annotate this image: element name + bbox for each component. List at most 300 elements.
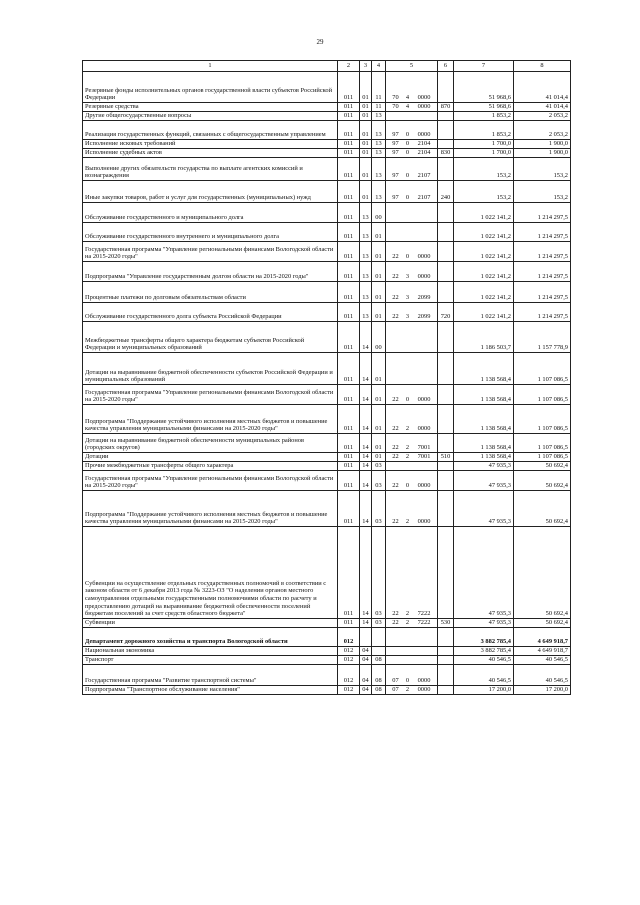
cell-target-article	[386, 322, 438, 353]
cell-admin-code: 011	[338, 103, 360, 112]
cell-amount-year2: 1 107 086,5	[514, 385, 571, 405]
cell-target-article	[386, 527, 438, 619]
cell-subsection: 03	[372, 491, 386, 527]
cell-target-article	[386, 262, 438, 282]
cell-name: Обслуживание государственного долга субъекта Российской Федерации	[83, 303, 338, 322]
cell-section	[360, 628, 372, 647]
cell-subsection: 01	[372, 262, 386, 282]
subprogram-code: 2	[405, 453, 410, 461]
page-number: 29	[316, 38, 324, 46]
subprogram-code: 0	[405, 131, 410, 139]
subprogram-code: 3	[405, 294, 410, 302]
cell-amount-year2: 41 014,4	[514, 103, 571, 112]
cell-amount-year1: 47 935,3	[454, 462, 514, 471]
header-col-4: 4	[372, 61, 386, 72]
cell-target-article	[386, 121, 438, 140]
cell-amount-year2: 2 053,2	[514, 112, 571, 121]
cell-section: 14	[360, 353, 372, 385]
header-col-8: 8	[514, 61, 571, 72]
direction-code: 0000	[417, 425, 431, 433]
cell-name: Подпрограмма "Поддержание устойчивого исполнения местных бюджетов и повышение качества управления муниципальными финансами на 2015-2020 годы"	[83, 405, 338, 434]
cell-subsection: 01	[372, 242, 386, 262]
cell-amount-year2: 50 692,4	[514, 527, 571, 619]
header-col-2: 2	[338, 61, 360, 72]
cell-subsection: 08	[372, 665, 386, 686]
direction-code: 2107	[417, 172, 431, 180]
cell-amount-year2: 1 214 297,5	[514, 303, 571, 322]
cell-amount-year1: 1 022 141,2	[454, 223, 514, 242]
cell-amount-year2: 4 649 918,7	[514, 628, 571, 647]
direction-code: 0000	[417, 396, 431, 404]
table-row	[83, 405, 571, 434]
direction-code: 2099	[417, 294, 431, 302]
table-row	[83, 353, 571, 385]
table-row	[83, 223, 571, 242]
cell-amount-year1: 3 882 785,4	[454, 628, 514, 647]
cell-target-article	[386, 385, 438, 405]
cell-name: Подпрограмма "Управление государственным долгом области на 2015-2020 годы"	[83, 262, 338, 282]
cell-subsection: 11	[372, 72, 386, 103]
cell-section: 14	[360, 405, 372, 434]
program-code: 97	[392, 131, 399, 139]
cell-name: Национальная экономика	[83, 647, 338, 656]
direction-code: 0000	[417, 273, 431, 281]
cell-admin-code: 011	[338, 322, 360, 353]
cell-name: Выполнение других обязательств государства по выплате агентских комиссий и вознаграждения	[83, 158, 338, 181]
table-row	[83, 181, 571, 203]
header-col-3: 3	[360, 61, 372, 72]
direction-code: 0000	[417, 482, 431, 490]
cell-amount-year1: 1 700,0	[454, 149, 514, 158]
table-row	[83, 527, 571, 619]
cell-admin-code: 011	[338, 385, 360, 405]
program-code: 22	[392, 453, 399, 461]
program-code: 22	[392, 313, 399, 321]
table-row	[83, 656, 571, 665]
cell-admin-code: 011	[338, 262, 360, 282]
cell-admin-code: 011	[338, 453, 360, 462]
cell-amount-year2: 1 107 086,5	[514, 405, 571, 434]
direction-code: 7222	[417, 610, 431, 618]
subprogram-code: 2	[405, 444, 410, 452]
cell-section: 04	[360, 656, 372, 665]
cell-amount-year1: 1 022 141,2	[454, 303, 514, 322]
cell-amount-year1: 1 853,2	[454, 121, 514, 140]
cell-expense-type	[438, 242, 454, 262]
cell-expense-type: 240	[438, 181, 454, 203]
table-row	[83, 322, 571, 353]
program-code: 22	[392, 518, 399, 526]
program-code: 22	[392, 253, 399, 261]
cell-amount-year2: 1 900,0	[514, 140, 571, 149]
cell-section: 14	[360, 527, 372, 619]
cell-target-article	[386, 453, 438, 462]
cell-expense-type	[438, 282, 454, 303]
program-code: 97	[392, 194, 399, 202]
cell-expense-type	[438, 471, 454, 491]
cell-expense-type	[438, 647, 454, 656]
cell-name: Процентные платежи по долговым обязательствам области	[83, 282, 338, 303]
subprogram-code: 2	[405, 619, 410, 627]
program-code: 22	[392, 619, 399, 627]
cell-amount-year2: 17 200,0	[514, 686, 571, 695]
cell-section: 01	[360, 181, 372, 203]
cell-subsection: 00	[372, 203, 386, 223]
cell-section: 04	[360, 686, 372, 695]
cell-expense-type: 510	[438, 453, 454, 462]
subprogram-code: 0	[405, 482, 410, 490]
program-code: 22	[392, 444, 399, 452]
table-row	[83, 140, 571, 149]
cell-section: 14	[360, 491, 372, 527]
direction-code: 7001	[417, 453, 431, 461]
cell-section: 01	[360, 72, 372, 103]
cell-section: 13	[360, 203, 372, 223]
cell-expense-type	[438, 322, 454, 353]
table-row	[83, 628, 571, 647]
table-row	[83, 262, 571, 282]
cell-section: 14	[360, 619, 372, 628]
cell-admin-code: 011	[338, 203, 360, 223]
cell-name: Другие общегосударственные вопросы	[83, 112, 338, 121]
cell-admin-code: 012	[338, 665, 360, 686]
cell-expense-type	[438, 140, 454, 149]
header-row	[83, 61, 571, 72]
table-row	[83, 385, 571, 405]
subprogram-code: 0	[405, 396, 410, 404]
cell-amount-year1: 47 935,3	[454, 471, 514, 491]
direction-code: 2104	[417, 149, 431, 157]
cell-admin-code: 011	[338, 619, 360, 628]
subprogram-code: 3	[405, 273, 410, 281]
cell-section: 14	[360, 385, 372, 405]
cell-target-article	[386, 656, 438, 665]
cell-amount-year1: 1 138 568,4	[454, 353, 514, 385]
subprogram-code: 2	[405, 610, 410, 618]
header-col-6: 6	[438, 61, 454, 72]
cell-subsection	[372, 628, 386, 647]
budget-table	[82, 60, 571, 695]
cell-target-article	[386, 628, 438, 647]
cell-section: 14	[360, 434, 372, 453]
cell-expense-type	[438, 491, 454, 527]
subprogram-code: 0	[405, 172, 410, 180]
cell-name: Государственная программа "Управление региональными финансами Вологодской области на 2015-2020 годы"	[83, 242, 338, 262]
cell-subsection: 03	[372, 527, 386, 619]
cell-name: Подпрограмма "Транспортное обслуживание населения"	[83, 686, 338, 695]
cell-amount-year2: 50 692,4	[514, 471, 571, 491]
cell-name: Межбюджетные трансферты общего характера бюджетам субъектов Российской Федерации и муниципальных образований	[83, 322, 338, 353]
direction-code: 0000	[417, 686, 431, 694]
cell-target-article	[386, 242, 438, 262]
cell-admin-code: 011	[338, 303, 360, 322]
cell-expense-type	[438, 72, 454, 103]
cell-section: 01	[360, 121, 372, 140]
cell-expense-type	[438, 405, 454, 434]
cell-amount-year2: 50 692,4	[514, 462, 571, 471]
cell-subsection: 13	[372, 149, 386, 158]
cell-amount-year1: 51 968,6	[454, 103, 514, 112]
table-row	[83, 491, 571, 527]
table-row	[83, 112, 571, 121]
table-row	[83, 686, 571, 695]
program-code: 97	[392, 140, 399, 148]
cell-amount-year2: 1 214 297,5	[514, 262, 571, 282]
table-row	[83, 434, 571, 453]
cell-target-article	[386, 619, 438, 628]
cell-amount-year1: 153,2	[454, 158, 514, 181]
table-row	[83, 471, 571, 491]
cell-expense-type	[438, 158, 454, 181]
cell-name: Департамент дорожного хозяйства и транспорта Вологодской области	[83, 628, 338, 647]
cell-subsection: 13	[372, 158, 386, 181]
cell-admin-code: 011	[338, 353, 360, 385]
cell-target-article	[386, 665, 438, 686]
subprogram-code: 0	[405, 140, 410, 148]
direction-code: 0000	[417, 518, 431, 526]
cell-section: 13	[360, 282, 372, 303]
subprogram-code: 4	[405, 94, 410, 102]
cell-section: 01	[360, 158, 372, 181]
cell-expense-type	[438, 121, 454, 140]
cell-amount-year1: 1 022 141,2	[454, 242, 514, 262]
cell-amount-year1: 47 935,3	[454, 619, 514, 628]
cell-amount-year1: 1 138 568,4	[454, 405, 514, 434]
cell-subsection: 01	[372, 353, 386, 385]
program-code: 07	[392, 677, 399, 685]
cell-amount-year2: 50 692,4	[514, 491, 571, 527]
cell-expense-type: 870	[438, 103, 454, 112]
cell-name: Государственная программа "Управление региональными финансами Вологодской области на 2015-2020 годы"	[83, 385, 338, 405]
cell-admin-code: 011	[338, 112, 360, 121]
table-row	[83, 203, 571, 223]
cell-target-article	[386, 103, 438, 112]
cell-section: 01	[360, 112, 372, 121]
cell-target-article	[386, 471, 438, 491]
cell-name: Государственная программа "Управление региональными финансами Вологодской области на 2015-2020 годы"	[83, 471, 338, 491]
table-row	[83, 665, 571, 686]
cell-admin-code: 011	[338, 149, 360, 158]
cell-target-article	[386, 203, 438, 223]
subprogram-code: 2	[405, 518, 410, 526]
cell-admin-code: 011	[338, 491, 360, 527]
cell-name: Дотации на выравнивание бюджетной обеспеченности муниципальных районов (городских округов)	[83, 434, 338, 453]
cell-section: 01	[360, 140, 372, 149]
direction-code: 7001	[417, 444, 431, 452]
cell-subsection	[372, 647, 386, 656]
cell-admin-code: 011	[338, 72, 360, 103]
cell-amount-year2: 41 014,4	[514, 72, 571, 103]
cell-amount-year1: 40 546,5	[454, 656, 514, 665]
cell-subsection: 01	[372, 282, 386, 303]
direction-code: 7222	[417, 619, 431, 627]
cell-admin-code: 011	[338, 223, 360, 242]
direction-code: 2104	[417, 140, 431, 148]
subprogram-code: 3	[405, 313, 410, 321]
cell-expense-type	[438, 462, 454, 471]
program-code: 22	[392, 294, 399, 302]
cell-name: Обслуживание государственного внутреннего и муниципального долга	[83, 223, 338, 242]
program-code: 97	[392, 172, 399, 180]
program-code: 07	[392, 686, 399, 694]
subprogram-code: 4	[405, 103, 410, 111]
cell-section: 13	[360, 223, 372, 242]
cell-expense-type: 830	[438, 149, 454, 158]
cell-target-article	[386, 223, 438, 242]
cell-target-article	[386, 181, 438, 203]
cell-admin-code: 012	[338, 656, 360, 665]
cell-admin-code: 011	[338, 242, 360, 262]
header-col-5: 5	[386, 61, 438, 72]
cell-admin-code: 011	[338, 282, 360, 303]
cell-subsection: 01	[372, 385, 386, 405]
cell-subsection: 13	[372, 181, 386, 203]
cell-amount-year2: 1 214 297,5	[514, 203, 571, 223]
cell-amount-year1: 1 138 568,4	[454, 453, 514, 462]
cell-admin-code: 011	[338, 121, 360, 140]
cell-section: 14	[360, 322, 372, 353]
subprogram-code: 0	[405, 253, 410, 261]
program-code: 70	[392, 94, 399, 102]
direction-code: 0000	[417, 131, 431, 139]
cell-amount-year1: 3 882 785,4	[454, 647, 514, 656]
cell-name: Подпрограмма "Поддержание устойчивого исполнения местных бюджетов и повышение качества управления муниципальными финансами на 2015-2020 годы"	[83, 491, 338, 527]
cell-admin-code: 011	[338, 471, 360, 491]
program-code: 22	[392, 610, 399, 618]
program-code: 22	[392, 273, 399, 281]
table-row	[83, 149, 571, 158]
cell-section: 13	[360, 303, 372, 322]
direction-code: 2107	[417, 194, 431, 202]
subprogram-code: 0	[405, 149, 410, 157]
cell-expense-type	[438, 628, 454, 647]
cell-subsection: 13	[372, 140, 386, 149]
cell-subsection: 01	[372, 405, 386, 434]
cell-amount-year1: 51 968,6	[454, 72, 514, 103]
cell-amount-year1: 47 935,3	[454, 491, 514, 527]
cell-amount-year2: 2 053,2	[514, 121, 571, 140]
cell-subsection: 08	[372, 656, 386, 665]
cell-expense-type: 530	[438, 619, 454, 628]
cell-amount-year2: 1 214 297,5	[514, 282, 571, 303]
cell-admin-code: 012	[338, 686, 360, 695]
cell-expense-type	[438, 112, 454, 121]
cell-subsection: 01	[372, 453, 386, 462]
cell-expense-type	[438, 223, 454, 242]
cell-target-article	[386, 462, 438, 471]
cell-subsection: 00	[372, 322, 386, 353]
cell-amount-year1: 1 138 568,4	[454, 434, 514, 453]
cell-amount-year2: 153,2	[514, 181, 571, 203]
cell-target-article	[386, 149, 438, 158]
cell-name: Исполнение исковых требований	[83, 140, 338, 149]
table-row	[83, 242, 571, 262]
cell-subsection: 11	[372, 103, 386, 112]
cell-admin-code: 011	[338, 140, 360, 149]
cell-amount-year2: 40 546,5	[514, 656, 571, 665]
subprogram-code: 0	[405, 677, 410, 685]
cell-amount-year1: 1 700,0	[454, 140, 514, 149]
program-code: 97	[392, 149, 399, 157]
cell-target-article	[386, 158, 438, 181]
cell-section: 13	[360, 242, 372, 262]
cell-amount-year1: 17 200,0	[454, 686, 514, 695]
cell-amount-year2: 1 107 086,5	[514, 353, 571, 385]
cell-section: 13	[360, 262, 372, 282]
subprogram-code: 2	[405, 686, 410, 694]
cell-subsection: 03	[372, 619, 386, 628]
cell-section: 14	[360, 462, 372, 471]
cell-amount-year2: 1 900,0	[514, 149, 571, 158]
cell-target-article	[386, 72, 438, 103]
program-code: 22	[392, 482, 399, 490]
direction-code: 0000	[417, 103, 431, 111]
cell-name: Резервные средства	[83, 103, 338, 112]
cell-amount-year2: 1 214 297,5	[514, 223, 571, 242]
cell-expense-type: 720	[438, 303, 454, 322]
cell-name: Реализация государственных функций, связанных с общегосударственным управлением	[83, 121, 338, 140]
cell-expense-type	[438, 665, 454, 686]
cell-name: Субвенции на осуществление отдельных государственных полномочий в соответствии с законом области от 6 декабря 2013 года № 3223-ОЗ "О наделении органов местного самоуправления отдельными государственными полномочиями области по расчету и предоставлению дотаций на выравнивание бюджетной обеспеченности поселений бюджетам поселений за счет средств областного бюджета"	[83, 527, 338, 619]
cell-target-article	[386, 647, 438, 656]
cell-name: Дотации на выравнивание бюджетной обеспеченности субъектов Российской Федерации и муниципальных образований	[83, 353, 338, 385]
table-body	[83, 72, 571, 695]
cell-target-article	[386, 112, 438, 121]
cell-target-article	[386, 491, 438, 527]
cell-amount-year1: 153,2	[454, 181, 514, 203]
table-row	[83, 282, 571, 303]
cell-admin-code: 012	[338, 628, 360, 647]
cell-amount-year2: 50 692,4	[514, 619, 571, 628]
cell-expense-type	[438, 385, 454, 405]
cell-amount-year2: 4 649 918,7	[514, 647, 571, 656]
direction-code: 2099	[417, 313, 431, 321]
table-row	[83, 72, 571, 103]
program-code: 70	[392, 103, 399, 111]
cell-section: 14	[360, 471, 372, 491]
table-row	[83, 647, 571, 656]
cell-amount-year2: 153,2	[514, 158, 571, 181]
cell-target-article	[386, 303, 438, 322]
cell-target-article	[386, 282, 438, 303]
cell-target-article	[386, 140, 438, 149]
cell-amount-year2: 1 107 086,5	[514, 453, 571, 462]
cell-expense-type	[438, 527, 454, 619]
cell-target-article	[386, 686, 438, 695]
cell-amount-year2: 1 214 297,5	[514, 242, 571, 262]
cell-subsection: 01	[372, 434, 386, 453]
cell-admin-code: 011	[338, 462, 360, 471]
cell-section: 04	[360, 665, 372, 686]
cell-expense-type	[438, 656, 454, 665]
cell-admin-code: 012	[338, 647, 360, 656]
cell-target-article	[386, 353, 438, 385]
cell-name: Транспорт	[83, 656, 338, 665]
cell-amount-year1: 1 022 141,2	[454, 262, 514, 282]
cell-amount-year1: 47 935,3	[454, 527, 514, 619]
cell-name: Обслуживание государственного и муниципального долга	[83, 203, 338, 223]
header-col-1: 1	[83, 61, 338, 72]
cell-section: 01	[360, 103, 372, 112]
cell-amount-year1: 1 022 141,2	[454, 203, 514, 223]
cell-amount-year1: 1 853,2	[454, 112, 514, 121]
cell-amount-year2: 1 107 086,5	[514, 434, 571, 453]
direction-code: 0000	[417, 94, 431, 102]
cell-amount-year2: 1 157 778,9	[514, 322, 571, 353]
cell-subsection: 03	[372, 471, 386, 491]
cell-amount-year2: 40 546,5	[514, 665, 571, 686]
cell-subsection: 01	[372, 223, 386, 242]
